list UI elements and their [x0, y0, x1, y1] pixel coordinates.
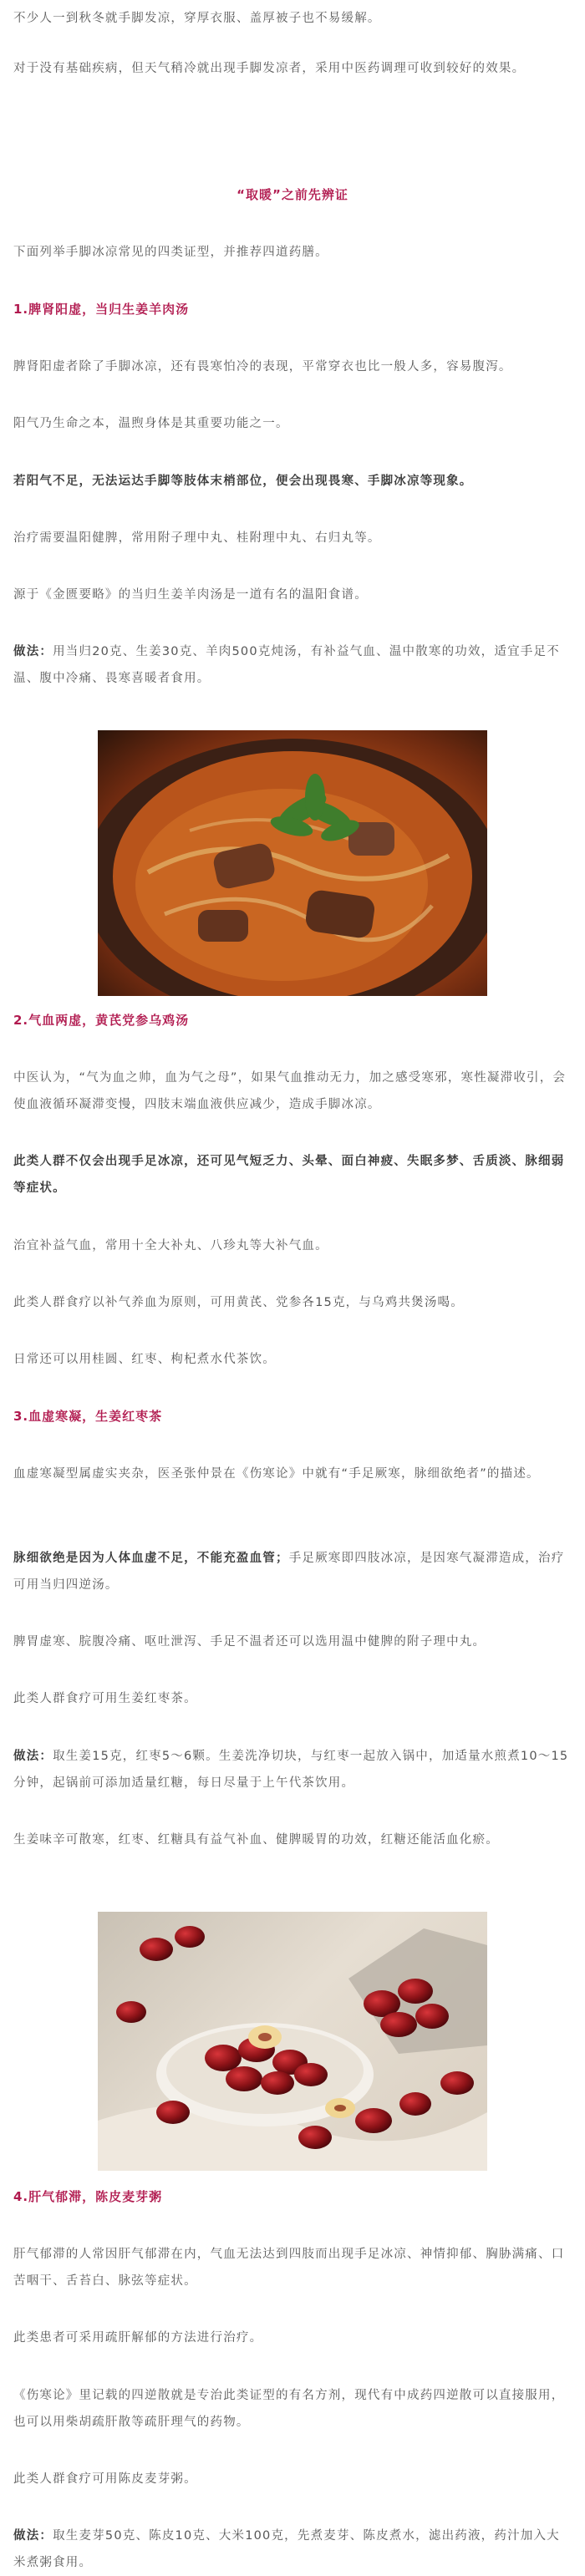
recipe-label: 做法：: [13, 1750, 53, 1763]
recipe-label: 做法：: [13, 645, 53, 658]
mutton-soup-photo: [98, 730, 487, 996]
section-3-paragraph-2: [13, 1545, 572, 1598]
subheading-1: 1.脾肾阳虚，当归生姜羊肉汤: [13, 302, 190, 317]
recipe-label: 做法：: [13, 2529, 53, 2543]
lead-paragraph: 下面列举手脚冰凉常见的四类证型，并推荐四道药膳。: [13, 246, 328, 259]
recipe-text: 取生麦芽50克、陈皮10克、大米100克，先煮麦芽、陈皮煮水，滤出药液，药汁加入大米煮粥食用。: [13, 2529, 560, 2569]
subheading-3: 3.血虚寒凝，生姜红枣茶: [13, 1409, 163, 1424]
section-3-paragraph-4: 此类人群食疗可用生姜红枣茶。: [13, 1692, 197, 1705]
red-dates-photo: [98, 1912, 487, 2171]
section-1-paragraph-1: 脾肾阳虚者除了手脚冰凉，还有畏寒怕冷的表现，平常穿衣也比一般人多，容易腹泻。: [13, 360, 512, 373]
paragraph-text: 手足厥寒即四肢冰凉，是因寒气凝滞造成，治疗可用当归四逆汤。: [13, 1552, 565, 1592]
section-2-paragraph-5: 日常还可以用桂圆、红枣、枸杞煮水代茶饮。: [13, 1353, 276, 1366]
section-1-recipe: [13, 638, 572, 692]
recipe-text: 用当归20克、生姜30克、羊肉500克炖汤，有补益气血、温中散寒的功效，适宜手足不温、腹中冷痛、畏寒喜暖者食用。: [13, 645, 560, 685]
section-3-paragraph-3: 脾胃虚寒、脘腹冷痛、呕吐泄泻、手足不温者还可以选用温中健脾的附子理中丸。: [13, 1635, 486, 1649]
section-2-paragraph-4: 此类人群食疗以补气养血为原则，可用黄芪、党参各15克，与乌鸡共煲汤喝。: [13, 1296, 464, 1309]
subheading-4: 4.肝气郁滞，陈皮麦芽粥: [13, 2189, 163, 2204]
section-1-paragraph-3: 若阳气不足，无法运达手脚等肢体末梢部位，便会出现畏寒、手脚冰凉等现象。: [13, 475, 473, 488]
section-3-paragraph-1: 血虚寒凝型属虚实夹杂，医圣张仲景在《伤寒论》中就有“手足厥寒，脉细欲绝者”的描述。: [13, 1467, 540, 1481]
section-2-paragraph-1: 中医认为，“气为血之帅，血为气之母”，如果气血推动无力，加之感受寒邪，寒性凝滞收引，会使血液循环凝滞变慢，四肢末端血液供应减少，造成手脚冰凉。: [13, 1071, 567, 1111]
section-4-paragraph-2: 此类患者可采用疏肝解郁的方法进行治疗。: [13, 2331, 263, 2345]
subheading-2: 2.气血两虚，黄芪党参乌鸡汤: [13, 1013, 190, 1028]
section-3-paragraph-6: 生姜味辛可散寒，红枣、红糖具有益气补血、健脾暖胃的功效，红糖还能活血化瘀。: [13, 1833, 499, 1847]
section-4-paragraph-3: 《伤寒论》里记载的四逆散就是专治此类证型的有名方剂，现代有中成药四逆散可以直接服用，也可以用柴胡疏肝散等疏肝理气的药物。: [13, 2389, 565, 2429]
section-2-paragraph-2: 此类人群不仅会出现手足冰凉，还可见气短乏力、头晕、面白神疲、失眠多梦、舌质淡、脉细弱等症状。: [13, 1155, 565, 1195]
intro-paragraph-2: 对于没有基础疾病，但天气稍冷就出现手脚发凉者，采用中医药调理可收到较好的效果。: [13, 62, 526, 75]
section-4-recipe: [13, 2523, 572, 2576]
bold-lead: 脉细欲绝是因为人体血虚不足，不能充盈血管；: [13, 1552, 289, 1565]
intro-paragraph-1: 不少人一到秋冬就手脚发凉，穿厚衣服、盖厚被子也不易缓解。: [13, 12, 381, 25]
section-2-paragraph-3: 治宜补益气血，常用十全大补丸、八珍丸等大补气血。: [13, 1239, 328, 1252]
section-1-paragraph-5: 源于《金匮要略》的当归生姜羊肉汤是一道有名的温阳食谱。: [13, 588, 368, 602]
section-1-paragraph-4: 治疗需要温阳健脾，常用附子理中丸、桂附理中丸、右归丸等。: [13, 531, 381, 545]
section-4-paragraph-1: 肝气郁滞的人常因肝气郁滞在内，气血无法达到四肢而出现手足冰凉、神情抑郁、胸胁满痛、口苦咽干、舌苔白、脉弦等症状。: [13, 2248, 565, 2288]
recipe-text: 取生姜15克，红枣5～6颗。生姜洗净切块，与红枣一起放入锅中，加适量水煎煮10～15分钟，起锅前可添加适量红糖，每日尽量于上午代茶饮用。: [13, 1750, 569, 1790]
section-1-paragraph-2: 阳气乃生命之本，温煦身体是其重要功能之一。: [13, 417, 289, 430]
section-4-paragraph-4: 此类人群食疗可用陈皮麦芽粥。: [13, 2472, 197, 2486]
section-heading: “取暖”之前先辨证: [237, 187, 348, 202]
section-3-recipe: [13, 1743, 572, 1796]
